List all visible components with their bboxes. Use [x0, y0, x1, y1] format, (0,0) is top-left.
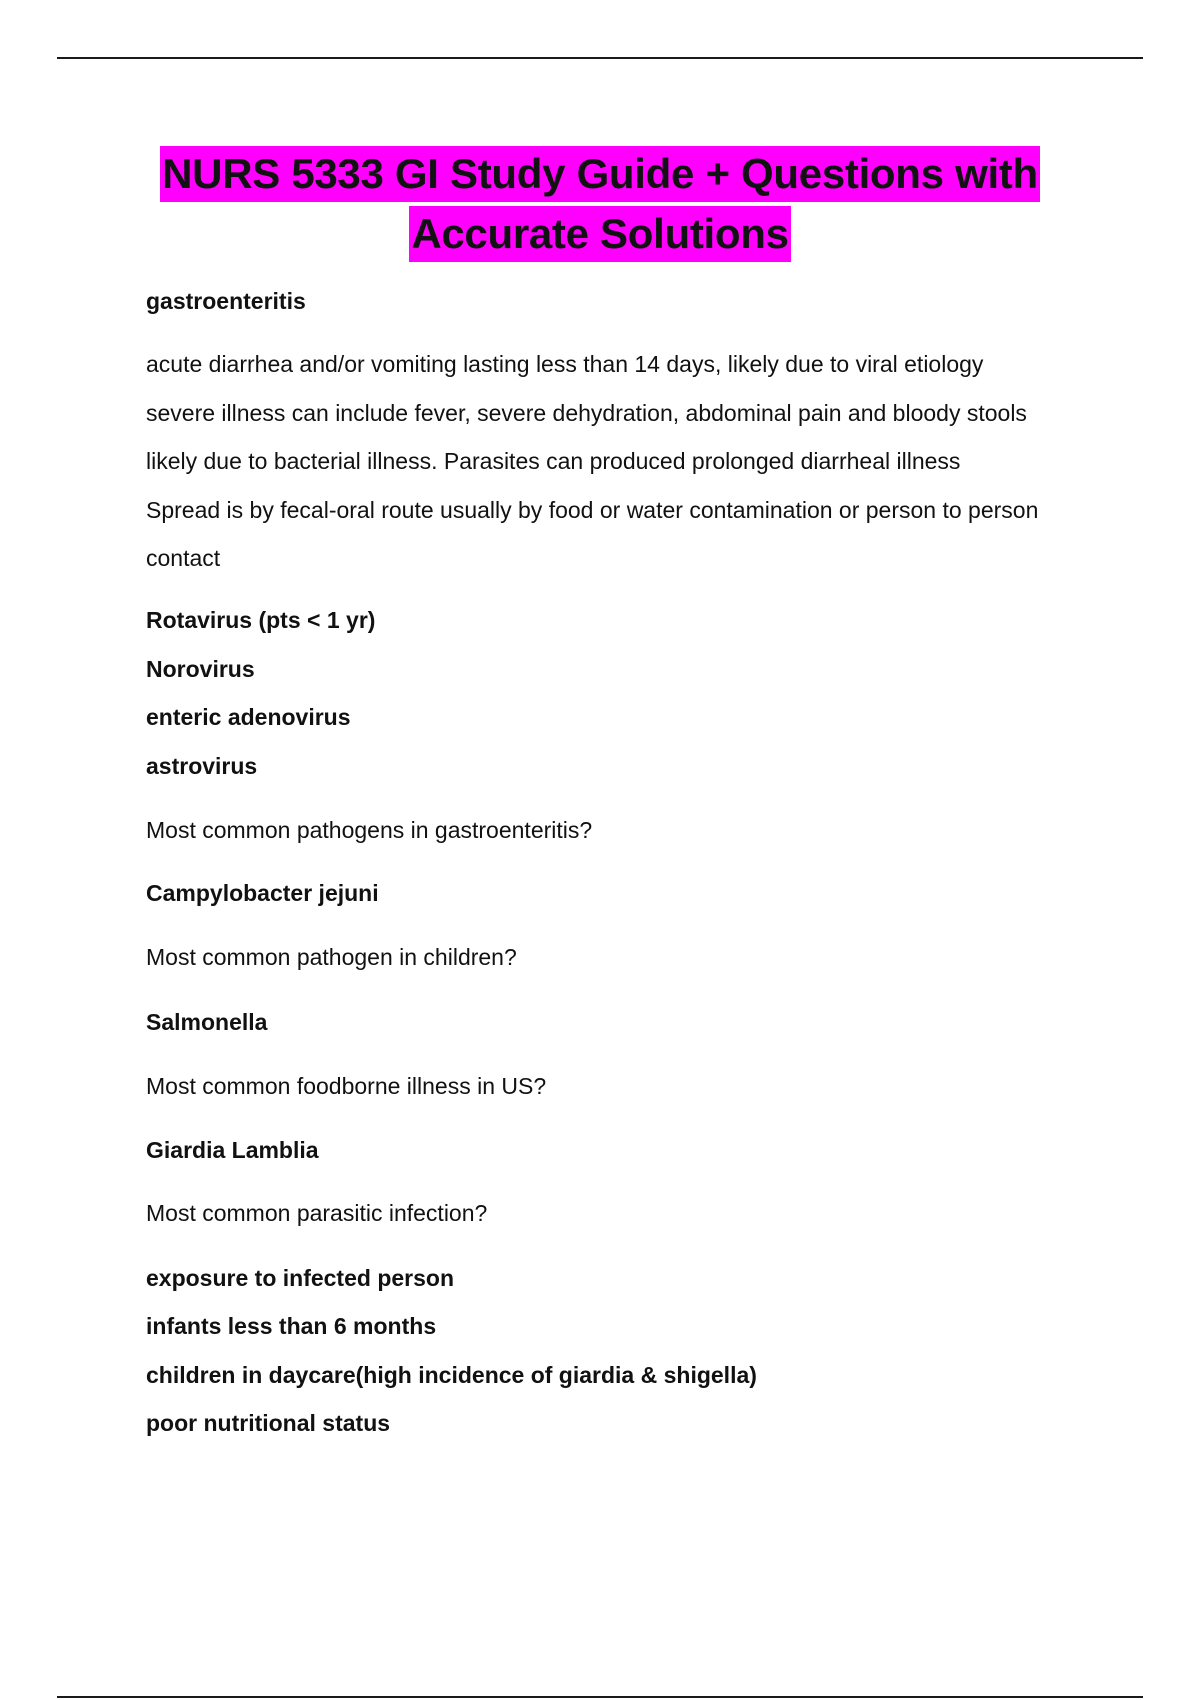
answer-line: Campylobacter jejuni — [146, 880, 379, 906]
answer-line: exposure to infected person — [146, 1265, 455, 1291]
question-line: Most common pathogen in children? — [146, 944, 517, 970]
document-title — [0, 146, 1200, 262]
definition-line: acute diarrhea and/or vomiting lasting less than 14 days, likely due to viral etiology — [146, 351, 984, 377]
definition-line: severe illness can include fever, severe dehydration, abdominal pain and bloody stools — [146, 400, 1027, 426]
definition-line: Spread is by fecal-oral route usually by food or water contamination or person to person — [146, 497, 1039, 523]
answer-line: Salmonella — [146, 1009, 268, 1035]
answer-line: poor nutritional status — [146, 1410, 391, 1436]
question-line: Most common parasitic infection? — [146, 1200, 488, 1226]
title-line-1: NURS 5333 GI Study Guide + Questions with — [160, 146, 1040, 202]
footer-rule — [57, 1696, 1143, 1698]
answer-line: infants less than 6 months — [146, 1313, 437, 1339]
question-line: Most common pathogens in gastroenteritis? — [146, 817, 593, 843]
question-line: Most common foodborne illness in US? — [146, 1073, 547, 1099]
definition-line: contact — [146, 545, 221, 571]
answer-line: Norovirus — [146, 656, 255, 682]
answer-line: astrovirus — [146, 753, 258, 779]
answer-line: Giardia Lamblia — [146, 1137, 319, 1163]
title-line-2: Accurate Solutions — [409, 206, 790, 262]
header-rule — [57, 57, 1143, 59]
definition-line: likely due to bacterial illness. Parasites can produced prolonged diarrheal illness — [146, 448, 961, 474]
term-heading: gastroenteritis — [146, 288, 306, 314]
answer-line: children in daycare(high incidence of giardia & shigella) — [146, 1362, 757, 1388]
answer-line: Rotavirus (pts < 1 yr) — [146, 607, 376, 633]
answer-line: enteric adenovirus — [146, 704, 351, 730]
